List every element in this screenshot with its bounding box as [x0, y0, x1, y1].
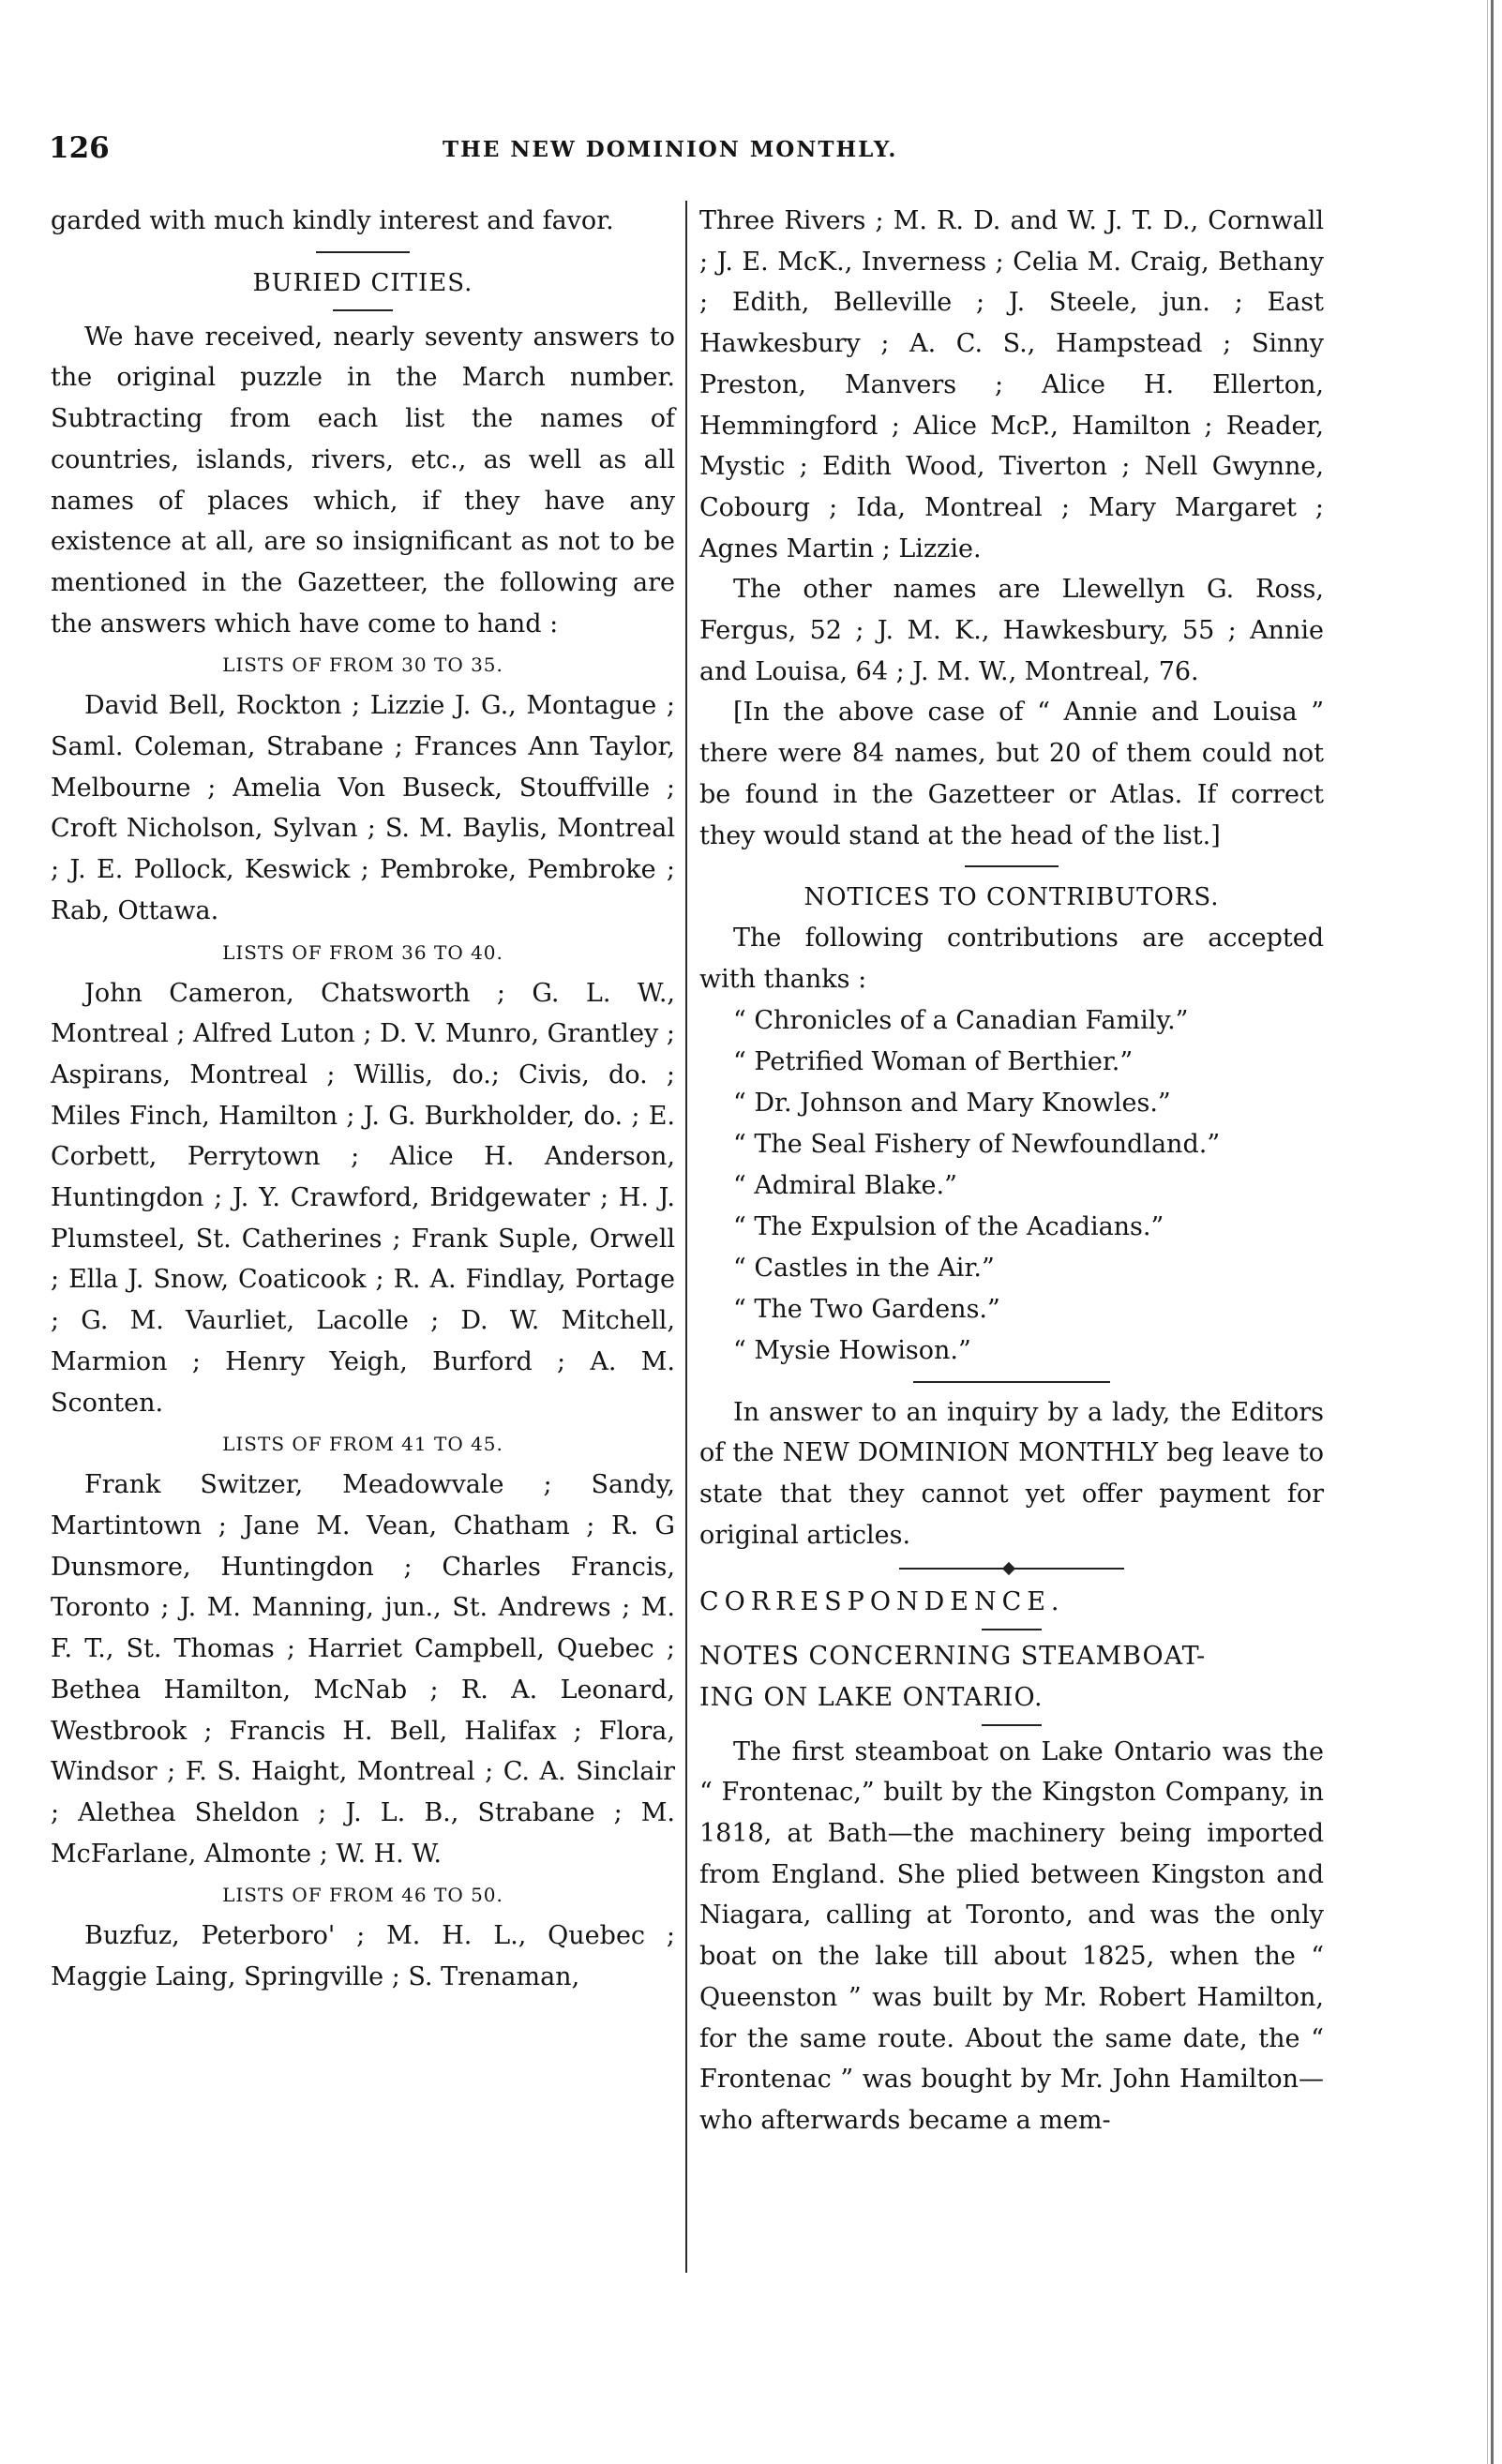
- continuation-paragraph: garded with much kindly interest and favor.: [51, 206, 614, 235]
- page-edge-shadow: [1487, 0, 1488, 2464]
- accepted-item: “ Admiral Blake.”: [733, 1170, 957, 1200]
- accepted-item: “ The Two Gardens.”: [733, 1294, 1000, 1324]
- accepted-item: “ Castles in the Air.”: [733, 1253, 995, 1283]
- accepted-item: “ Mysie Howison.”: [733, 1335, 971, 1365]
- list-heading-41-45: LISTS OF FROM 41 TO 45.: [222, 1433, 503, 1456]
- notes-title-line2: ING ON LAKE ONTARIO.: [699, 1682, 1044, 1712]
- accepted-item: “ Chronicles of a Canadian Family.”: [733, 1005, 1189, 1035]
- section-rule: [316, 251, 410, 253]
- list-names-46-50: Buzfuz, Peterboro' ; M. H. L., Quebec ; Maggie Laing, Springville ; S. Trenaman,: [51, 1921, 675, 1992]
- left-column: [51, 201, 675, 1998]
- list-heading-30-35: LISTS OF FROM 30 TO 35.: [222, 654, 503, 677]
- notes-rule: [982, 1724, 1042, 1726]
- page-header: [49, 131, 1346, 169]
- bracket-note: [In the above case of “ Annie and Louisa ” there were 84 names, but 20 of them could not be found in the Gazetteer or Atlas. If correct they would stand at the head of the list.]: [699, 698, 1324, 850]
- notes-title-line1: NOTES CONCERNING STEAMBOAT-: [699, 1642, 1207, 1672]
- notices-rule: [965, 865, 1059, 867]
- title-rule: [333, 309, 393, 311]
- page-edge: [1491, 0, 1494, 2464]
- notices-title: NOTICES TO CONTRIBUTORS.: [804, 883, 1220, 912]
- inquiry-rule: [913, 1381, 1110, 1383]
- list-heading-46-50: LISTS OF FROM 46 TO 50.: [222, 1884, 503, 1907]
- names-continued: Three Rivers ; M. R. D. and W. J. T. D., Cornwall ; J. E. McK., Inverness ; Celia M. Craig, Bethany ; Edith, Belleville ; J. Steele, jun. ; East Hawkesbury ; A. C. S., Hampstead ; Sinny Preston, Manvers ; Alice H. Ellerton, Hemmingford ; Alice McP., Hamilton ; Reader, Mystic ; Edith Wood, Tiverton ; Nell Gwynne, Cobourg ; Ida, Montreal ; Mary Margaret ; Agnes Martin ; Lizzie.: [699, 206, 1324, 563]
- list-heading-36-40: LISTS OF FROM 36 TO 40.: [222, 940, 503, 964]
- other-names-paragraph: The other names are Llewellyn G. Ross, Fergus, 52 ; J. M. K., Hawkesbury, 55 ; Annie and Louisa, 64 ; J. M. W., Montreal, 76.: [699, 575, 1324, 686]
- accepted-list: [699, 1000, 1324, 1372]
- buried-cities-title: BURIED CITIES.: [252, 268, 473, 297]
- buried-cities-intro: We have received, nearly seventy answers to the original puzzle in the March number. Subtracting from each list the names of countries, islands, rivers, etc., as well as all names of places which, if they have any existence at all, are so insignificant as not to be mentioned in the Gazetteer, the following are the answers which have come to hand :: [51, 322, 675, 639]
- correspondence-rule: [982, 1629, 1042, 1630]
- steamboat-paragraph: The first steamboat on Lake Ontario was the “ Frontenac,” built by the Kingston Company, in 1818, at Bath—the machinery being imported from England. She plied between Kingston and Niagara, calling at Toronto, and was the only boat on the lake till about 1825, when the “ Queenston ” was built by Mr. Robert Hamilton, for the same route. About the same date, the “ Frontenac ” was bought by Mr. John Hamilton—who afterwards became a mem-: [699, 1736, 1324, 2135]
- accepted-item: “ Petrified Woman of Berthier.”: [733, 1046, 1134, 1076]
- ornament-rule: [899, 1561, 1124, 1576]
- list-names-30-35: David Bell, Rockton ; Lizzie J. G., Montague ; Saml. Coleman, Strabane ; Frances Ann Taylor, Melbourne ; Amelia Von Buseck, Stouffville ; Croft Nicholson, Sylvan ; S. M. Baylis, Montreal ; J. E. Pollock, Keswick ; Pembroke, Pembroke ; Rab, Ottawa.: [51, 691, 675, 925]
- page-number: 126: [49, 131, 110, 165]
- inquiry-paragraph: In answer to an inquiry by a lady, the Editors of the NEW DOMINION MONTHLY beg leave to state that they cannot yet offer payment for original articles.: [699, 1397, 1324, 1550]
- right-column: [699, 201, 1324, 2141]
- running-head: THE NEW DOMINION MONTHLY.: [443, 137, 898, 162]
- accepted-item: “ The Expulsion of the Acadians.”: [733, 1211, 1164, 1241]
- notices-intro: The following contributions are accepted with thanks :: [699, 924, 1324, 994]
- accepted-item: “ Dr. Johnson and Mary Knowles.”: [733, 1088, 1171, 1118]
- list-names-41-45: Frank Switzer, Meadowvale ; Sandy, Martintown ; Jane M. Vean, Chatham ; R. G Dunsmore, Huntingdon ; Charles Francis, Toronto ; J. M. Manning, jun., St. Andrews ; M. F. T., St. Thomas ; Harriet Campbell, Quebec ; Bethea Hamilton, McNab ; R. A. Leonard, Westbrook ; Francis H. Bell, Halifax ; Flora, Windsor ; F. S. Haight, Montreal ; C. A. Sinclair ; Alethea Sheldon ; J. L. B., Strabane ; M. McFarlane, Almonte ; W. H. W.: [51, 1470, 675, 1869]
- accepted-item: “ The Seal Fishery of Newfoundland.”: [733, 1129, 1221, 1159]
- list-names-36-40: John Cameron, Chatsworth ; G. L. W., Montreal ; Alfred Luton ; D. V. Munro, Grantley ; Aspirans, Montreal ; Willis, do.; Civis, do. ; Miles Finch, Hamilton ; J. G. Burkholder, do. ; E. Corbett, Perrytown ; Alice H. Anderson, Huntingdon ; J. Y. Crawford, Bridgewater ; H. J. Plumsteel, St. Catherines ; Frank Suple, Orwell ; Ella J. Snow, Coaticook ; R. A. Findlay, Portage ; G. M. Vaurliet, Lacolle ; D. W. Mitchell, Marmion ; Henry Yeigh, Burford ; A. M. Sconten.: [51, 978, 675, 1418]
- column-divider: [685, 201, 687, 2273]
- correspondence-title: CORRESPONDENCE.: [699, 1587, 1065, 1617]
